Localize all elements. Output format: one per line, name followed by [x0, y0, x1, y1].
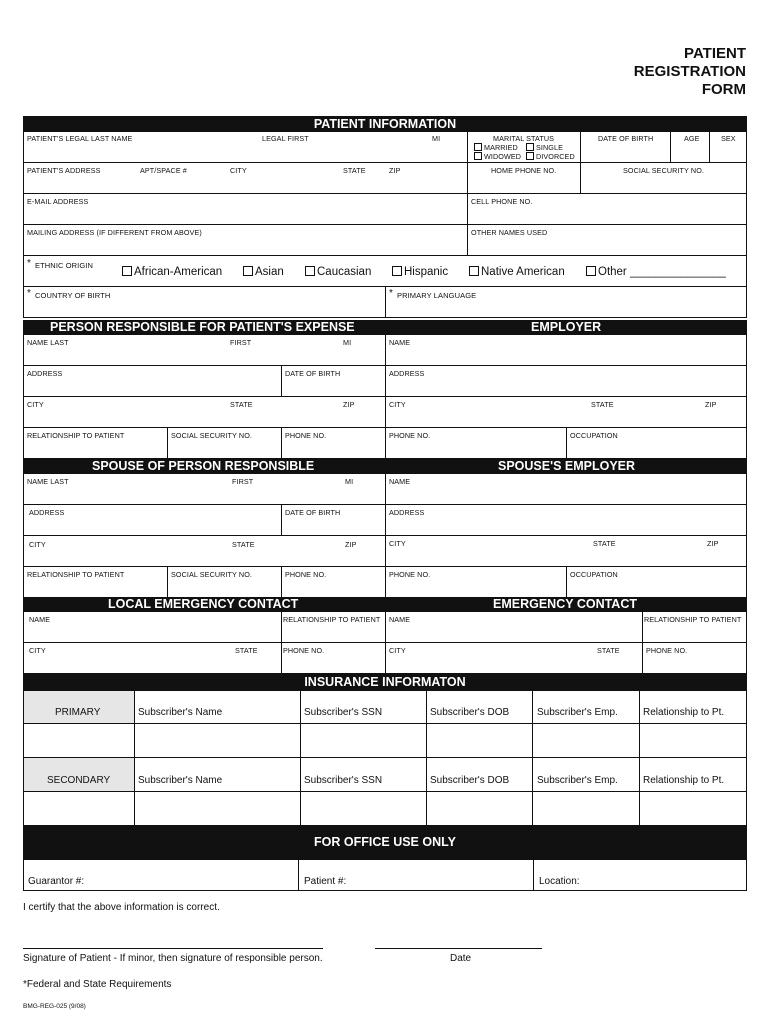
- responsible-ssn-label: SOCIAL SECURITY NO.: [171, 431, 252, 440]
- insurance-row-primary: PRIMARY: [55, 707, 101, 718]
- responsible-name-field[interactable]: [23, 334, 386, 366]
- responsible-city-label: CITY: [27, 400, 44, 409]
- office-use-header: [23, 825, 747, 860]
- country-of-birth-label: COUNTRY OF BIRTH: [35, 291, 111, 300]
- ethnic-option-asian[interactable]: [243, 266, 284, 278]
- responsible-first-label: FIRST: [230, 338, 252, 347]
- state-label: STATE: [343, 166, 366, 175]
- spouse-employer-header: SPOUSE'S EMPLOYER: [498, 459, 636, 473]
- local-emergency-state-label: STATE: [235, 646, 258, 655]
- patient-number-field[interactable]: Patient #:: [304, 876, 347, 887]
- local-emergency-relationship-label: RELATIONSHIP TO PATIENT: [283, 615, 381, 624]
- spouse-first-label: FIRST: [232, 477, 254, 486]
- option-label: Native American: [481, 266, 565, 278]
- single-label: SINGLE: [536, 143, 563, 152]
- divorced-checkbox[interactable]: [526, 152, 534, 160]
- email-label: E-MAIL ADDRESS: [27, 197, 89, 206]
- ethnic-option-native-american[interactable]: [469, 266, 565, 278]
- spouse-employer-occupation-label: OCCUPATION: [570, 570, 618, 579]
- local-emergency-name-field[interactable]: [23, 611, 282, 643]
- primary-subscriber-name-input[interactable]: [135, 724, 300, 757]
- option-label: Caucasian: [317, 266, 372, 278]
- spouse-name-last-label: NAME LAST: [27, 477, 69, 486]
- secondary-subscriber-dob-input[interactable]: [427, 792, 532, 825]
- spouse-name-field[interactable]: [23, 473, 386, 505]
- employer-address-label: ADDRESS: [389, 369, 425, 378]
- ethnic-origin-label: ETHNIC ORIGIN: [35, 261, 93, 270]
- option-label: African-American: [134, 266, 223, 278]
- employer-name-label: NAME: [389, 338, 411, 347]
- office-use-header-text: FOR OFFICE USE ONLY: [314, 835, 456, 849]
- spouse-dob-label: DATE OF BIRTH: [285, 508, 341, 517]
- spouse-relationship-label: RELATIONSHIP TO PATIENT: [27, 570, 125, 579]
- responsible-phone-label: PHONE NO.: [285, 431, 327, 440]
- mi-label: MI: [432, 134, 441, 143]
- primary-language-label-wrap: [389, 290, 476, 301]
- spouse-city-field[interactable]: [23, 535, 386, 567]
- required-star: *: [27, 258, 31, 269]
- insurance-col-subscriber-emp: Subscriber's Emp.: [537, 707, 618, 718]
- required-star: *: [27, 288, 31, 299]
- form-title-line-2: REGISTRATION: [633, 63, 746, 80]
- divorced-option[interactable]: [526, 152, 575, 161]
- spouse-ssn-label: SOCIAL SECURITY NO.: [171, 570, 252, 579]
- responsible-state-label: STATE: [230, 400, 253, 409]
- office-use-row: [23, 859, 747, 891]
- patient-info-header: [23, 116, 747, 132]
- mailing-address-label: MAILING ADDRESS (IF DIFFERENT FROM ABOVE): [27, 228, 202, 237]
- guarantor-field[interactable]: Guarantor #:: [28, 876, 85, 887]
- legal-first-label: LEGAL FIRST: [262, 134, 309, 143]
- spouse-city-label: CITY: [29, 540, 46, 549]
- insurance-col-subscriber-ssn: Subscriber's SSN: [304, 707, 383, 718]
- secondary-subscriber-name-input[interactable]: [135, 792, 300, 825]
- secondary-subscriber-emp-input[interactable]: [533, 792, 639, 825]
- insurance-col-subscriber-name: Subscriber's Name: [138, 775, 223, 786]
- date-line[interactable]: [375, 948, 542, 949]
- insurance-col-subscriber-emp: Subscriber's Emp.: [537, 775, 618, 786]
- responsible-header: PERSON RESPONSIBLE FOR PATIENT'S EXPENSE: [50, 320, 355, 334]
- local-emergency-phone-label: PHONE NO.: [283, 646, 325, 655]
- insurance-header-text: INSURANCE INFORMATON: [304, 675, 466, 689]
- insurance-col-subscriber-dob: Subscriber's DOB: [430, 775, 510, 786]
- spouse-employer-zip-label: ZIP: [707, 539, 719, 548]
- primary-subscriber-ssn-input[interactable]: [301, 724, 426, 757]
- other-names-label: OTHER NAMES USED: [471, 228, 548, 237]
- emergency-phone-label: PHONE NO.: [646, 646, 688, 655]
- insurance-col-subscriber-name: Subscriber's Name: [138, 707, 223, 718]
- widowed-checkbox[interactable]: [474, 152, 482, 160]
- employer-city-field[interactable]: [385, 396, 747, 428]
- local-emergency-name-label: NAME: [29, 615, 51, 624]
- form-title: [634, 45, 746, 99]
- responsible-dob-label: DATE OF BIRTH: [285, 369, 341, 378]
- spouse-employer-address-field[interactable]: [385, 504, 747, 536]
- secondary-relationship-input[interactable]: [640, 792, 746, 825]
- required-star: *: [389, 288, 393, 299]
- insurance-col-relationship: Relationship to Pt.: [643, 707, 725, 718]
- responsible-relationship-label: RELATIONSHIP TO PATIENT: [27, 431, 125, 440]
- patient-address-label: PATIENT'S ADDRESS: [27, 166, 101, 175]
- local-emergency-header: LOCAL EMERGENCY CONTACT: [108, 597, 299, 611]
- certify-statement: I certify that the above information is correct.: [23, 902, 220, 913]
- widowed-label: WIDOWED: [484, 152, 522, 161]
- emergency-header: EMERGENCY CONTACT: [493, 597, 637, 611]
- legal-last-name-label: PATIENT'S LEGAL LAST NAME: [27, 134, 133, 143]
- ethnic-option-hispanic[interactable]: [392, 266, 448, 278]
- spouse-zip-label: ZIP: [345, 540, 357, 549]
- responsible-name-last-label: NAME LAST: [27, 338, 69, 347]
- ethnic-option-caucasian[interactable]: [305, 266, 371, 278]
- employer-name-field[interactable]: [385, 334, 747, 366]
- primary-relationship-input[interactable]: [640, 724, 746, 757]
- employer-header: EMPLOYER: [531, 320, 602, 334]
- insurance-col-subscriber-dob: Subscriber's DOB: [430, 707, 510, 718]
- apt-label: APT/SPACE #: [140, 166, 187, 175]
- emergency-city-label: CITY: [389, 646, 406, 655]
- spouse-state-label: STATE: [232, 540, 255, 549]
- insurance-col-subscriber-ssn: Subscriber's SSN: [304, 775, 383, 786]
- cell-phone-label: CELL PHONE NO.: [471, 197, 533, 206]
- ethnic-origin-label-wrap: [27, 260, 93, 271]
- date-label: Date: [450, 953, 472, 964]
- checkbox-icon[interactable]: [243, 266, 253, 276]
- spouse-employer-city-label: CITY: [389, 539, 406, 548]
- employer-city-label: CITY: [389, 400, 406, 409]
- signature-line[interactable]: [23, 948, 323, 949]
- ethnic-option-african-american[interactable]: [122, 266, 222, 278]
- spouse-header: SPOUSE OF PERSON RESPONSIBLE: [92, 459, 315, 473]
- checkbox-icon[interactable]: [392, 266, 402, 276]
- option-label: Hispanic: [404, 266, 449, 278]
- responsible-address-label: ADDRESS: [27, 369, 63, 378]
- responsible-zip-label: ZIP: [343, 400, 355, 409]
- city-label: CITY: [230, 166, 247, 175]
- emergency-name-label: NAME: [389, 615, 411, 624]
- emergency-state-label: STATE: [597, 646, 620, 655]
- emergency-name-field[interactable]: [385, 611, 643, 643]
- spouse-employer-state-label: STATE: [593, 539, 616, 548]
- insurance-col-relationship: Relationship to Pt.: [643, 775, 725, 786]
- office-col-divider: [298, 859, 299, 891]
- form-title-line-3: FORM: [701, 81, 746, 98]
- checkbox-icon[interactable]: [469, 266, 479, 276]
- ssn-label: SOCIAL SECURITY NO.: [623, 166, 704, 175]
- employer-phone-label: PHONE NO.: [389, 431, 431, 440]
- spouse-address-label: ADDRESS: [29, 508, 65, 517]
- marital-status-label: MARITAL STATUS: [493, 134, 555, 143]
- country-of-birth-label-wrap: [27, 290, 110, 301]
- married-option[interactable]: [474, 143, 518, 152]
- single-option[interactable]: [526, 143, 563, 152]
- form-title-line-1: PATIENT: [684, 45, 746, 62]
- signature-label: Signature of Patient - If minor, then signature of responsible person.: [23, 953, 323, 964]
- spouse-employer-city-field[interactable]: [385, 535, 747, 567]
- responsible-city-field[interactable]: [23, 396, 386, 428]
- requirements-note: *Federal and State Requirements: [23, 979, 172, 990]
- home-phone-label: HOME PHONE NO.: [491, 166, 557, 175]
- spouse-employer-name-field[interactable]: [385, 473, 747, 505]
- spouse-employer-name-label: NAME: [389, 477, 411, 486]
- married-label: MARRIED: [484, 143, 518, 152]
- married-checkbox[interactable]: [474, 143, 482, 151]
- option-label: Asian: [255, 266, 284, 278]
- form-code: BMG-REG-025 (9/08): [23, 1003, 86, 1010]
- single-checkbox[interactable]: [526, 143, 534, 151]
- spouse-employer-address-label: ADDRESS: [389, 508, 425, 517]
- age-label: AGE: [684, 134, 700, 143]
- checkbox-icon[interactable]: [305, 266, 315, 276]
- ethnic-option-other[interactable]: [586, 266, 726, 278]
- zip-label: ZIP: [389, 166, 401, 175]
- insurance-row-secondary: SECONDARY: [47, 775, 111, 786]
- employer-zip-label: ZIP: [705, 400, 717, 409]
- secondary-subscriber-ssn-input[interactable]: [301, 792, 426, 825]
- option-label: Other _______________: [598, 266, 726, 278]
- employer-address-field[interactable]: [385, 365, 747, 397]
- patient-info-header-text: PATIENT INFORMATION: [313, 117, 457, 131]
- insurance-header: [23, 673, 747, 691]
- primary-language-label: PRIMARY LANGUAGE: [397, 291, 477, 300]
- office-col-divider: [533, 859, 534, 891]
- emergency-relationship-label: RELATIONSHIP TO PATIENT: [644, 615, 742, 624]
- dob-label: DATE OF BIRTH: [598, 134, 654, 143]
- employer-state-label: STATE: [591, 400, 614, 409]
- spouse-mi-label: MI: [345, 477, 354, 486]
- employer-occupation-label: OCCUPATION: [570, 431, 618, 440]
- checkbox-icon[interactable]: [586, 266, 596, 276]
- divorced-label: DIVORCED: [536, 152, 575, 161]
- checkbox-icon[interactable]: [122, 266, 132, 276]
- spouse-employer-phone-label: PHONE NO.: [389, 570, 431, 579]
- email-field[interactable]: [23, 193, 468, 225]
- primary-subscriber-emp-input[interactable]: [533, 724, 639, 757]
- widowed-option[interactable]: [474, 152, 521, 161]
- local-emergency-city-label: CITY: [29, 646, 46, 655]
- spouse-phone-label: PHONE NO.: [285, 570, 327, 579]
- location-field[interactable]: Location:: [539, 876, 580, 887]
- sex-label: SEX: [721, 134, 736, 143]
- primary-subscriber-dob-input[interactable]: [427, 724, 532, 757]
- responsible-mi-label: MI: [343, 338, 352, 347]
